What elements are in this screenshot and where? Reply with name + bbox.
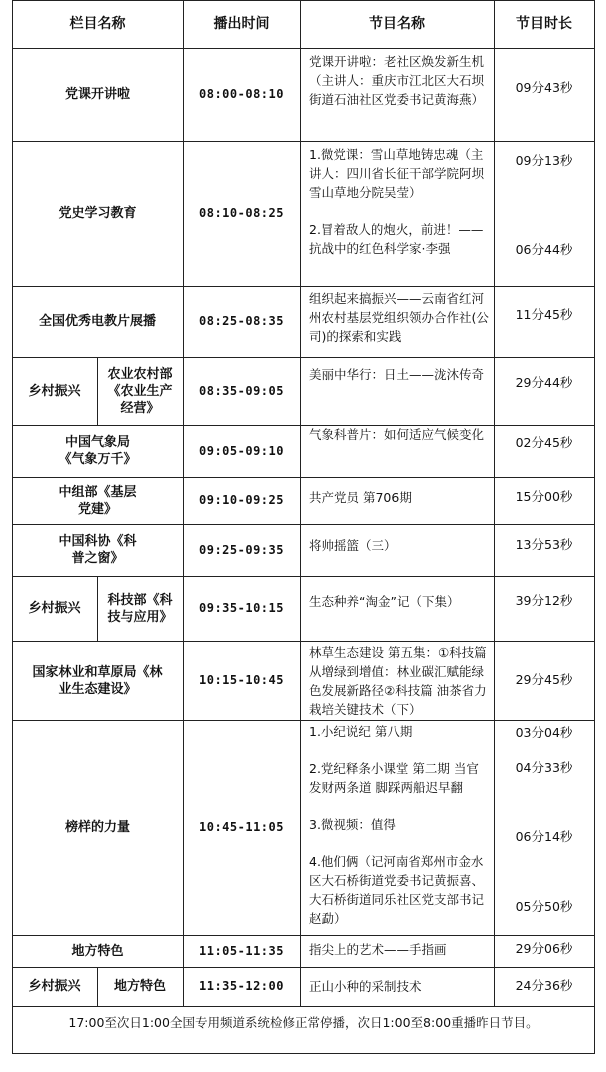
row-column-name: 乡村振兴 [28,979,81,994]
row-column-name: 乡村振兴 [28,601,81,616]
row-duration: 29分06秒 [515,941,573,956]
row-sub-column: 地方特色 [113,979,166,994]
row-program-name: 将帅摇篮（三） [309,538,397,553]
row-column-name: 中国气象局《气象万千》 [58,435,137,467]
row-program-name: 1.小纪说纪 第八期 2.党纪释条小课堂 第二期 当官发财两条道 脚踩两船迟早翻 3.微视频：值得 4.他们俩（记河南省郑州市金水区大石桥街道党委书记黄振喜、大石桥街道同乐社区党支部书记赵勐） [309,724,485,926]
row-air-time: 11:05-11:35 [199,943,284,958]
row-duration: 09分43秒 [515,80,573,95]
footer-note: 17:00至次日1:00全国专用频道系统检修正常停播，次日1:00至8:00重播昨日节目。 [68,1015,539,1030]
row-duration: 39分12秒 [515,593,573,608]
row-air-time: 08:10-08:25 [199,206,284,220]
row-duration: 29分44秒 [515,375,573,390]
row-column-name: 党史学习教育 [58,206,137,221]
row-program-name: 林草生态建设 第五集：①科技篇 从增绿到增值：林业碳汇赋能绿色发展新路径②科技篇 油茶省力栽培关键技术（下） [309,645,487,717]
row-air-time: 09:25-09:35 [199,542,284,557]
row-air-time: 08:25-08:35 [199,314,284,328]
row-program-name: 气象科普片：如何适应气候变化 [309,427,485,442]
row-column-name: 乡村振兴 [28,383,81,399]
row-sub-column: 科技部《科技与应用》 [107,592,173,625]
row-column-name: 国家林业和草原局《林业生态建设》 [32,664,163,697]
row-air-time: 11:35-12:00 [199,979,284,993]
row-duration: 04分33秒 [515,760,573,775]
row-duration: 15分00秒 [515,489,573,504]
row-program-name: 指尖上的艺术——手指画 [309,942,447,957]
row-duration: 29分45秒 [515,672,573,687]
row-column-name: 中组部《基层党建》 [58,484,137,517]
row-duration: 03分04秒 [515,725,573,740]
header-duration: 节目时长 [516,15,572,32]
row-program-name: 组织起来搞振兴——云南省红河州农村基层党组织领办合作社(公司)的探索和实践 [309,291,489,344]
row-air-time: 08:00-08:10 [199,87,284,101]
row-duration: 06分14秒 [515,829,573,844]
row-column-name: 地方特色 [71,943,124,959]
row-air-time: 09:35-10:15 [199,601,284,615]
row-duration: 06分44秒 [515,242,573,257]
row-column-name: 中国科协《科普之窗》 [58,534,137,566]
header-program-name: 节目名称 [369,15,425,32]
row-program-name: 党课开讲啦：老社区焕发新生机（主讲人：重庆市江北区大石坝街道石油社区党委书记黄海燕） [309,54,485,107]
schedule-table [12,0,595,1055]
row-program-name: 1.微党课：雪山草地铸忠魂（主讲人：四川省长征干部学院阿坝雪山草地分院吴莹） 2.冒着敌人的炮火，前进！——抗战中的红色科学家·李强 [309,147,485,256]
row-program-name: 正山小种的采制技术 [309,979,422,994]
header-column-name: 栏目名称 [69,15,126,32]
row-air-time: 10:45-11:05 [199,820,284,834]
row-program-name: 生态种养“淘金”记（下集） [309,594,460,609]
row-column-name: 党课开讲啦 [64,87,130,102]
row-air-time: 09:10-09:25 [199,493,284,507]
row-duration: 05分50秒 [515,899,573,914]
row-sub-column: 农业农村部《农业生产经营》 [107,366,173,416]
row-program-name: 美丽中华行：日土——泷沐传奇 [309,367,485,382]
row-duration: 13分53秒 [515,537,573,552]
header-air-time: 播出时间 [213,15,270,32]
row-column-name: 榜样的力量 [64,820,130,835]
row-duration: 02分45秒 [515,435,573,450]
row-duration: 24分36秒 [515,978,573,993]
row-column-name: 全国优秀电教片展播 [38,314,156,329]
row-air-time: 10:15-10:45 [199,673,284,687]
row-air-time: 08:35-09:05 [199,383,284,398]
row-duration: 09分13秒 [515,153,573,168]
row-program-name: 共产党员 第706期 [309,490,412,505]
row-duration: 11分45秒 [515,307,573,322]
row-air-time: 09:05-09:10 [199,443,284,458]
